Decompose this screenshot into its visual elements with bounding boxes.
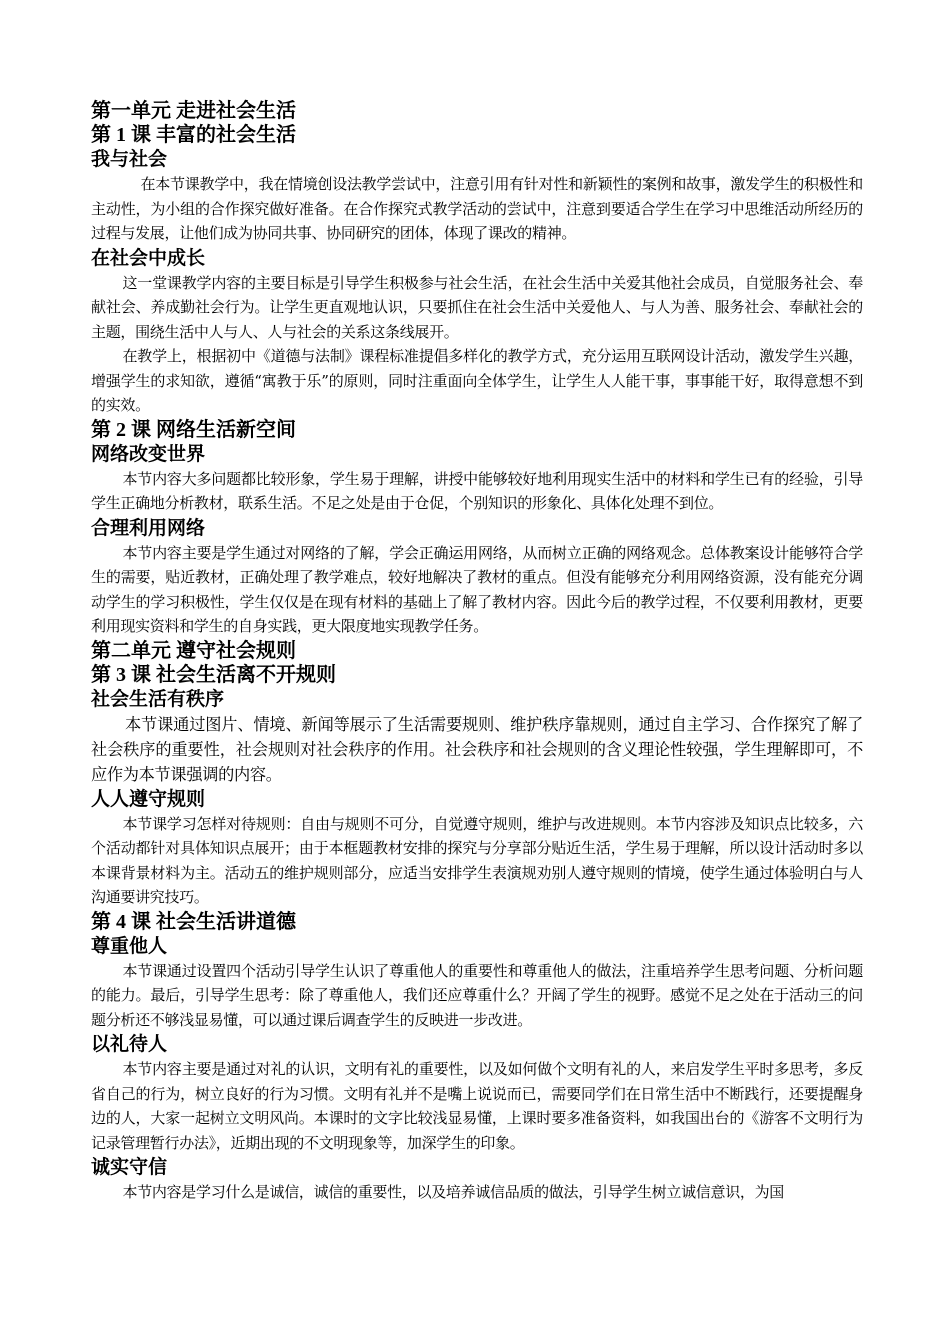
section-heading: 网络改变世界: [91, 442, 206, 465]
paragraph: 本节内容是学习什么是诚信，诚信的重要性，以及培养诚信品质的做法，引导学生树立诚信意识，为国: [122, 1183, 785, 1201]
section-heading: 诚实守信: [91, 1156, 168, 1178]
lesson-2-title: 第 2 课 网络生活新空间: [91, 418, 296, 441]
paragraph: 本节内容主要是学生通过对网络的了解，学会正确运用网络，从而树立正确的网络观念。总体教案设计能够符合学生的需要，贴近教材，正确处理了教学难点，较好地解决了教材的重点。但没有能够充分利用网络资源，没有能充分调动学生的学习积极性，学生仅仅是在现有材料的基础上了解了教材内容。因此今后的教学过程，不仅要利用教材，更要利用现实资料和学生的自身实践，更大限度地实现教学任务。: [91, 543, 863, 635]
section-heading: 合理利用网络: [91, 516, 206, 539]
section-heading: 尊重他人: [91, 934, 168, 957]
paragraph: 本节课通过设置四个活动引导学生认识了尊重他人的重要性和尊重他人的做法，注重培养学生思考问题、分析问题的能力。最后，引导学生思考：除了尊重他人，我们还应尊重什么？开阔了学生的视野。感觉不足之处在于活动三的问题分析还不够浅显易懂，可以通过课后调查学生的反映进一步改进。: [91, 961, 863, 1029]
paragraph: 本节内容主要是通过对礼的认识，文明有礼的重要性，以及如何做个文明有礼的人，来启发学生平时多思考，多反省自己的行为，树立良好的行为习惯。文明有礼并不是嘴上说说而已，需要同学们在日常生活中不断践行，还要提醒身边的人，大家一起树立文明风尚。本课时的文字比较浅显易懂，上课时要多准备资料，如我国出台的《游客不文明行为记录管理暂行办法》，近期出现的不文明现象等，加深学生的印象。: [91, 1060, 863, 1152]
section-heading: 社会生活有秩序: [91, 687, 225, 710]
lesson-3-title: 第 3 课 社会生活离不开规则: [91, 663, 336, 686]
section-heading: 以礼待人: [91, 1033, 168, 1055]
paragraph: 本节课学习怎样对待规则：自由与规则不可分，自觉遵守规则，维护与改进规则。本节内容涉及知识点比较多，六个活动都针对具体知识点展开；由于本框题教材安排的探究与分享部分贴近生活，学生易于理解，所以设计活动时多以本课背景材料为主。活动五的维护规则部分，应适当安排学生表演规劝别人遵守规则的情境，使学生通过体验明白与人沟通要讲究技巧。: [91, 814, 863, 906]
paragraph: 在本节课教学中，我在情境创设法教学尝试中，注意引用有针对性和新颖性的案例和故事，激发学生的积极性和主动性，为小组的合作探究做好准备。在合作探究式教学活动的尝试中，注意到要适合学生在学习中思维活动所经历的过程与发展，让他们成为协同共事、协同研究的团体，体现了课改的精神。: [91, 175, 863, 242]
paragraph: 这一堂课教学内容的主要目标是引导学生积极参与社会生活，在社会生活中关爱其他社会成员，自觉服务社会、奉献社会、养成勤社会行为。让学生更直观地认识，只要抓住在社会生活中关爱他人、与人为善、服务社会、奉献社会的主题，围绕生活中人与人、人与社会的关系这条线展开。: [91, 273, 863, 341]
lesson-4-title: 第 4 课 社会生活讲道德: [91, 910, 296, 933]
paragraph: 本节内容大多问题都比较形象，学生易于理解，讲授中能够较好地利用现实生活中的材料和学生已有的经验，引导学生正确地分析教材，联系生活。不足之处是由于仓促，个别知识的形象化、具体化处理不到位。: [91, 469, 863, 512]
unit-1-title: 第一单元 走进社会生活: [91, 100, 296, 122]
section-heading: 我与社会: [91, 148, 168, 170]
unit-2-title: 第二单元 遵守社会规则: [91, 639, 296, 662]
lesson-1-title: 第 1 课 丰富的社会生活: [91, 124, 296, 146]
paragraph: 本节课通过图片、情境、新闻等展示了生活需要规则、维护秩序靠规则，通过自主学习、合作探究了解了社会秩序的重要性，社会规则对社会秩序的作用。社会秩序和社会规则的含义理论性较强，学生理解即可，不应作为本节课强调的内容。: [91, 714, 863, 784]
document-page: [91, 99, 863, 1205]
section-heading: 在社会中成长: [91, 246, 206, 269]
paragraph: 在教学上，根据初中《道德与法制》课程标准提倡多样化的教学方式，充分运用互联网设计活动，激发学生兴趣，增强学生的求知欲，遵循“寓教于乐”的原则，同时注重面向全体学生，让学生人人能干事，事事能干好，取得意想不到的实效。: [91, 347, 863, 414]
section-heading: 人人遵守规则: [91, 787, 206, 810]
